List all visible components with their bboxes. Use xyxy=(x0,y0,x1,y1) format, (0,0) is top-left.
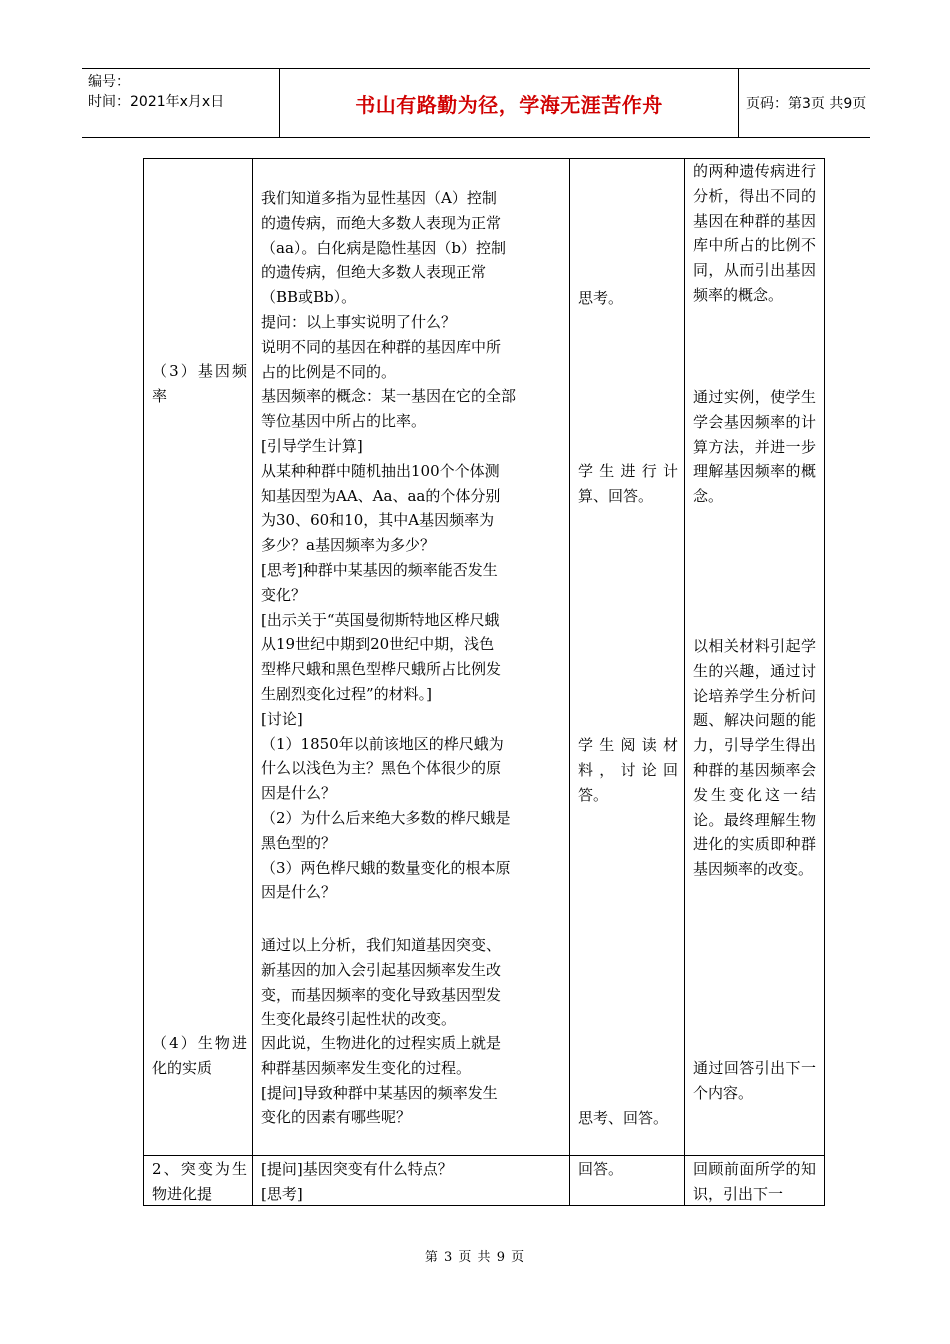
col-divider-3 xyxy=(684,159,685,1205)
student-activity-calc: 学生进行计算、回答。 xyxy=(578,462,678,505)
teacher-activity-main xyxy=(261,186,561,905)
section-mutation: 2、突变为生物进化提 xyxy=(152,1160,247,1203)
text-line: [出示关于“英国曼彻斯特地区桦尺蛾 xyxy=(261,610,500,629)
text-line: 什么以浅色为主？黑色个体很少的原 xyxy=(261,759,502,778)
text-line: 变化的因素有哪些呢？ xyxy=(261,1108,412,1127)
text-line: 型桦尺蛾和黑色型桦尺蛾所占比例发 xyxy=(261,660,502,679)
text-line: 提问：以上事实说明了什么？ xyxy=(261,312,457,331)
text-line: （BB或Bb）。 xyxy=(261,288,357,307)
text-line: [讨论] xyxy=(261,709,303,728)
row2-think-line: [思考] xyxy=(261,1184,303,1203)
teacher-activity-summary xyxy=(261,933,561,1032)
text-line: [引导学生计算] xyxy=(261,436,363,455)
text-line: 多少？a基因频率为多少？ xyxy=(261,536,435,555)
text-line: 种群基因频率发生变化的过程。 xyxy=(261,1058,472,1077)
header-motto: 书山有路勤为径，学海无涯苦作舟 xyxy=(280,69,739,137)
student-activity-answer: 思考、回答。 xyxy=(578,1109,669,1127)
student-activity-think: 思考。 xyxy=(578,289,624,307)
row-divider xyxy=(144,1155,824,1156)
text-line: 占的比例是不同的。 xyxy=(261,362,397,381)
page-header xyxy=(82,68,870,138)
section-evolution-essence: （4）生物进化的实质 xyxy=(152,1034,247,1077)
section-gene-frequency: （3）基因频率 xyxy=(152,362,247,405)
header-info-cell xyxy=(82,69,280,137)
text-line: [思考]种群中某基因的频率能否发生 xyxy=(261,560,498,579)
text-line: 基因频率的概念：某一基因在它的全部 xyxy=(261,387,517,406)
design-intent-4: 通过回答引出下一个内容。 xyxy=(693,1059,816,1102)
teacher-activity-conclusion xyxy=(261,1031,561,1130)
lesson-table xyxy=(143,158,825,1206)
text-line: 等位基因中所占的比率。 xyxy=(261,412,427,431)
text-line: （aa）。白化病是隐性基因（b）控制 xyxy=(261,238,506,257)
text-line: 因此说，生物进化的过程实质上就是 xyxy=(261,1034,502,1052)
text-line: 新基因的加入会引起基因频率发生改 xyxy=(261,960,502,979)
text-line: 说明不同的基因在种群的基因库中所 xyxy=(261,337,502,356)
serial-label: 编号： xyxy=(88,74,130,90)
design-intent-1: 的两种遗传病进行分析，得出不同的基因在种群的基因库中所占的比例不同，从而引出基因频率的概念。 xyxy=(693,162,816,304)
text-line: 通过以上分析，我们知道基因突变、 xyxy=(261,936,502,954)
text-line: 我们知道多指为显性基因（A）控制 xyxy=(261,189,497,207)
text-line: 因是什么？ xyxy=(261,784,337,803)
row2-question xyxy=(261,1157,561,1207)
design-intent-3: 以相关材料引起学生的兴趣，通过讨论培养学生分析问题、解决问题的能力，引导学生得出种群的基因频率会发生变化这一结论。最终理解生物进化的实质即种群基因频率的改变。 xyxy=(693,637,816,879)
text-line: 因是什么？ xyxy=(261,883,337,902)
text-line: 生变化最终引起性状的改变。 xyxy=(261,1010,457,1029)
col-divider-2 xyxy=(569,159,570,1205)
text-line: 生剧烈变化过程”的材料。] xyxy=(261,684,433,703)
text-line: 的遗传病，而绝大多数人表现为正常 xyxy=(261,213,502,232)
row2-student-answer: 回答。 xyxy=(578,1160,624,1178)
page-footer: 第 3 页 共 9 页 xyxy=(424,1250,526,1265)
text-line: [提问]导致种群中某基因的频率发生 xyxy=(261,1083,498,1102)
student-activity-discuss: 学生阅读材料，讨论回答。 xyxy=(578,736,678,804)
row2-design-intent: 回顾前面所学的知识，引出下一 xyxy=(693,1160,816,1203)
text-line: 变化？ xyxy=(261,585,307,604)
text-line: （3）两色桦尺蛾的数量变化的根本原 xyxy=(261,858,511,877)
text-line: （2）为什么后来绝大多数的桦尺蛾是 xyxy=(261,808,511,827)
text-line: 的遗传病，但绝大多数人表现正常 xyxy=(261,263,487,282)
text-line: 从19世纪中期到20世纪中期，浅色 xyxy=(261,635,495,654)
text-line: 为30、60和10，其中A基因频率为 xyxy=(261,511,495,530)
text-line: 知基因型为AA、Aa、aa的个体分别 xyxy=(261,486,501,505)
design-intent-2: 通过实例，使学生学会基因频率的计算方法，并进一步理解基因频率的概念。 xyxy=(693,388,816,506)
text-line: 变，而基因频率的变化导致基因型发 xyxy=(261,985,502,1004)
col-divider-1 xyxy=(252,159,253,1205)
row2-question-line: [提问]基因突变有什么特点？ xyxy=(261,1160,453,1178)
header-page-label: 页码：第3页 共9页 xyxy=(746,96,867,112)
text-line: 从某种种群中随机抽出100个个体测 xyxy=(261,461,500,480)
text-line: （1）1850年以前该地区的桦尺蛾为 xyxy=(261,734,504,753)
text-line: 黑色型的？ xyxy=(261,833,337,852)
time-label: 时间：2021年x月x日 xyxy=(88,94,225,110)
